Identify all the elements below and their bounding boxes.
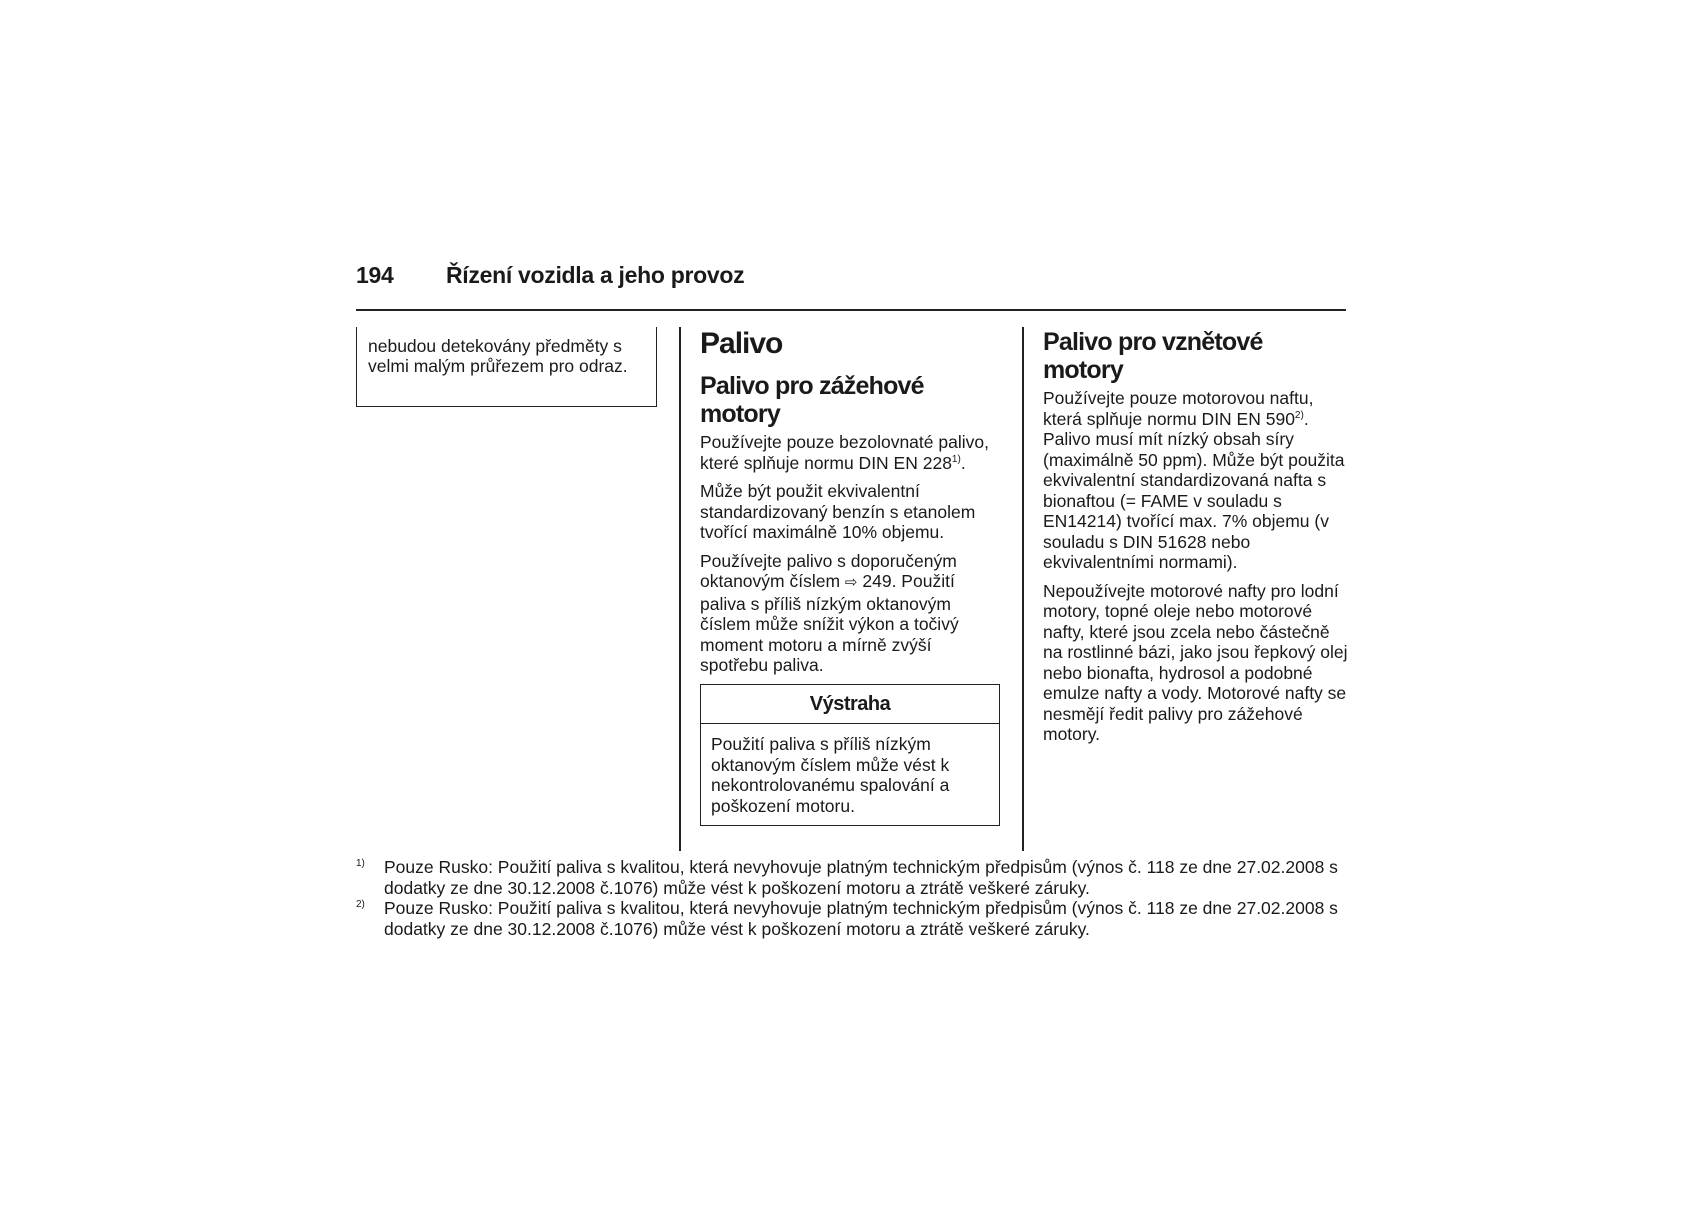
footnote-mark: 2) — [356, 899, 365, 910]
column-divider-left — [679, 327, 681, 851]
paragraph-unleaded-fuel: Používejte pouze bezolovnaté palivo, které splňuje normu DIN EN 228$^{1)}$. — [700, 432, 989, 473]
page-reference-link[interactable]: 249 — [862, 571, 892, 591]
paragraph-ethanol: Může být použit ekvivalentní standardizovaný benzín s etanolem tvořící maximálně 10% objemu. — [700, 481, 976, 542]
footnote-mark: 1) — [356, 858, 365, 869]
footnote-ref-1[interactable]: 1) — [951, 453, 961, 465]
footnote-text: Pouze Rusko: Použití paliva s kvalitou, která nevyhovuje platným technickým předpisům (výnos č. 118 ze dne 27.02.2008 s dodatky ze dne 30.12.2008 č.1076) může vést k poškození motoru a ztrátě veškeré záruky. — [384, 898, 1338, 939]
footnote-ref-2[interactable]: 2) — [1294, 409, 1304, 421]
warning-title: Výstraha — [701, 685, 999, 725]
footnote-2 — [356, 898, 1356, 939]
section-heading-palivo: Palivo — [700, 327, 783, 360]
paragraph-diesel-fuel: Používejte pouze motorovou naftu, která splňuje normu DIN EN 590$^{2)}$. Palivo musí mít nízký obsah síry (maximálně 50 ppm). Může být použita ekvivalentní standardizovaná nafta s bionaftou (= FAME v souladu s EN14214) tvořící max. 7% objemu (v souladu s DIN 51628 nebo ekvivalentními normami). — [1043, 388, 1345, 572]
footnote-text: Pouze Rusko: Použití paliva s kvalitou, která nevyhovuje platným technickým předpisům (výnos č. 118 ze dne 27.02.2008 s dodatky ze dne 30.12.2008 č.1076) může vést k poškození motoru a ztrátě veškeré záruky. — [384, 857, 1338, 898]
paragraph-diesel-restrictions: Nepoužívejte motorové nafty pro lodní motory, topné oleje nebo motorové nafty, které jsou zcela nebo částečně na rostlinné bázi, jako jsou řepkový olej nebo bionafta, hydrosol a podobné emulze nafty a vody. Motorové nafty se nesmějí ředit palivy pro zážehové motory. — [1043, 580, 1348, 744]
subheading-diesel-engines: Palivo pro vznětové motory — [1043, 328, 1263, 384]
footnote-1 — [356, 857, 1356, 898]
boxed-note-continuation: nebudou detekovány předměty s velmi malým průřezem pro odraz. — [356, 327, 657, 407]
middle-column — [700, 326, 1000, 826]
footnotes — [356, 857, 1356, 939]
warning-text: Použití paliva s příliš nízkým oktanovým číslem může vést k nekontrolovanému spalování a poškození motoru. — [711, 734, 950, 816]
column-divider-right — [1022, 327, 1024, 851]
header-divider — [356, 309, 1346, 311]
warning-box — [700, 684, 1000, 827]
paragraph-octane: Používejte palivo s doporučeným oktanovým číslem ⇨ 249. Použití paliva s příliš nízkým oktanovým číslem může snížit výkon a točivý moment motoru a mírně zvýší spotřebu paliva. — [700, 550, 959, 675]
arrow-right-icon: ⇨ — [844, 574, 858, 591]
right-column — [1043, 326, 1348, 753]
page-number: 194 — [356, 262, 394, 288]
chapter-title: Řízení vozidla a jeho provoz — [446, 262, 745, 288]
subheading-petrol-engines: Palivo pro zážehové motory — [700, 372, 924, 428]
